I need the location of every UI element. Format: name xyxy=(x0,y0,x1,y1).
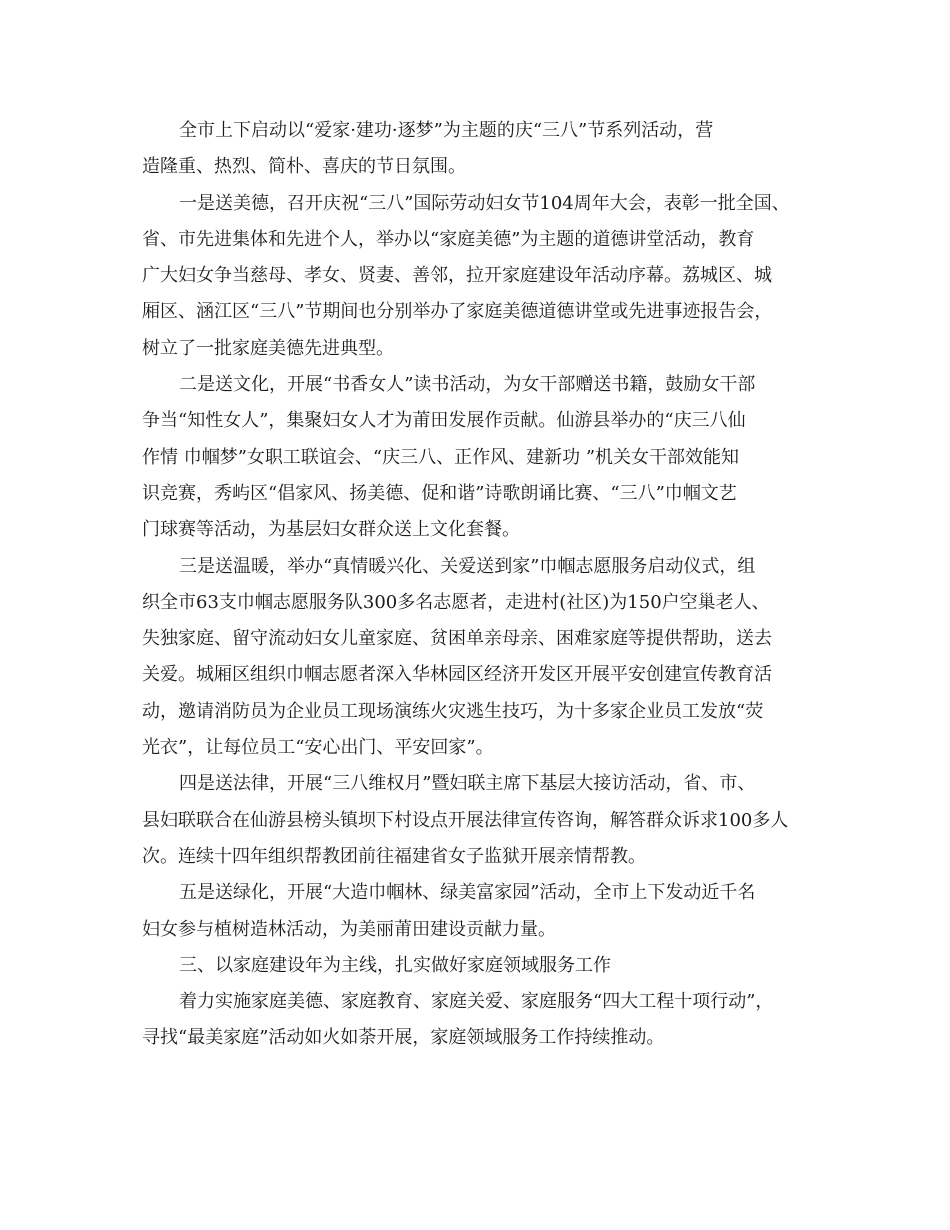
text-line: 门球赛等活动，为基层妇女群众送上文化套餐。 xyxy=(142,519,520,541)
text-line: 关爱。城厢区组织巾帼志愿者深入华林园区经济开发区开展平安创建宣传教育活 xyxy=(142,664,772,686)
text-line: 失独家庭、留守流动妇女儿童家庭、贫困单亲母亲、困难家庭等提供帮助，送去 xyxy=(142,628,772,650)
text-line: 五是送绿化，开展“大造巾帼林、绿美富家园”活动，全市上下发动近千名 xyxy=(179,882,756,904)
text-line: 次。连续十四年组织帮教团前往福建省女子监狱开展亲情帮教。 xyxy=(142,845,646,867)
text-line: 争当“知性女人”，集聚妇女人才为莆田发展作贡献。仙游县举办的“庆三八仙 xyxy=(142,410,746,432)
text-line: 广大妇女争当慈母、孝女、贤妻、善邻，拉开家庭建设年活动序幕。荔城区、城 xyxy=(142,265,772,287)
text-line: 识竞赛，秀屿区“倡家风、扬美德、促和谐”诗歌朗诵比赛、“三八”巾帼文艺 xyxy=(142,482,737,504)
text-line: 二是送文化，开展“书香女人”读书活动，为女干部赠送书籍，鼓励女干部 xyxy=(179,374,756,396)
text-line: 织全市63支巾帼志愿服务队300多名志愿者，走进村(社区)为150户空巢老人、 xyxy=(142,591,770,613)
text-line: 树立了一批家庭美德先进典型。 xyxy=(142,337,394,359)
text-line: 四是送法律，开展“三八维权月”暨妇联主席下基层大接访活动，省、市、 xyxy=(179,773,756,795)
text-line: 省、市先进集体和先进个人，举办以“家庭美德”为主题的道德讲堂活动，教育 xyxy=(142,228,755,250)
text-line: 县妇联联合在仙游县榜头镇坝下村设点开展法律宣传咨询，解答群众诉求100多人 xyxy=(142,809,789,831)
text-line: 造隆重、热烈、简朴、喜庆的节日氛围。 xyxy=(142,156,466,178)
text-line: 全市上下启动以“爱家·建功·逐梦”为主题的庆“三八”节系列活动，营 xyxy=(179,120,714,141)
text-line: 一是送美德，召开庆祝“三八”国际劳动妇女节104周年大会，表彰一批全国、 xyxy=(179,192,790,214)
text-line: 厢区、涵江区“三八”节期间也分别举办了家庭美德道德讲堂或先进事迹报告会， xyxy=(142,301,773,323)
text-line: 妇女参与植树造林活动，为美丽莆田建设贡献力量。 xyxy=(142,918,556,940)
text-line: 着力实施家庭美德、家庭教育、家庭关爱、家庭服务“四大工程十项行动”， xyxy=(179,991,774,1013)
text-line: 三、以家庭建设年为主线，扎实做好家庭领域服务工作 xyxy=(179,954,611,976)
text-line: 动，邀请消防员为企业员工现场演练火灾逃生技巧，为十多家企业员工发放“荧 xyxy=(142,700,764,722)
text-line: 光衣”，让每位员工“安心出门、平安回家”。 xyxy=(142,737,494,759)
text-line: 寻找“最美家庭”活动如火如荼开展，家庭领域服务工作持续推动。 xyxy=(142,1027,665,1049)
text-line: 三是送温暖，举办“真情暖兴化、关爱送到家”巾帼志愿服务启动仪式，组 xyxy=(179,555,756,577)
document-body xyxy=(142,113,832,1057)
text-line: 作情 巾帼梦”女职工联谊会、“庆三八、正作风、建新功 ”机关女干部效能知 xyxy=(142,446,740,468)
